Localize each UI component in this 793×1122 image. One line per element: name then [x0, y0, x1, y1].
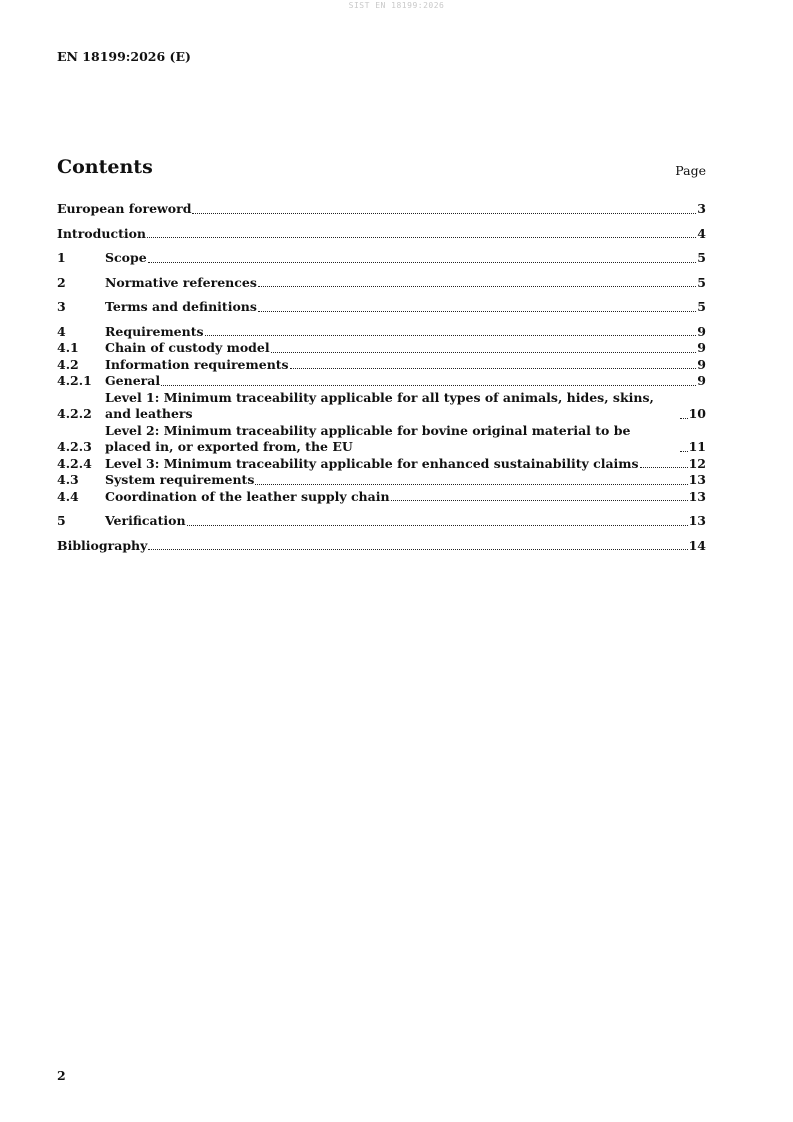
toc-title: Normative references	[105, 274, 257, 290]
page-column-label: Page	[675, 163, 706, 178]
table-of-contents	[57, 201, 706, 554]
toc-number: 4.1	[57, 340, 79, 355]
toc-leader	[205, 335, 697, 336]
toc-number: 4	[57, 323, 66, 339]
toc-entry-normative-references[interactable]	[57, 275, 706, 292]
toc-page: 12	[688, 455, 706, 471]
toc-page: 11	[688, 439, 706, 454]
toc-page: 14	[688, 537, 706, 553]
watermark: SIST EN 18199:2026	[348, 1, 445, 10]
toc-entry-requirements[interactable]	[57, 324, 706, 341]
toc-number: 4.2.4	[57, 455, 92, 471]
toc-leader	[640, 467, 688, 468]
toc-page: 9	[697, 356, 706, 372]
toc-title: Level 1: Minimum traceability applicable for all types of animals, hides, skins, and leathers	[105, 389, 654, 421]
toc-leader	[161, 385, 696, 386]
toc-entry-coordination[interactable]	[57, 489, 706, 506]
toc-number: 4.2.1	[57, 373, 92, 388]
toc-entry-scope[interactable]	[57, 250, 706, 267]
toc-leader	[147, 237, 696, 238]
toc-leader	[680, 451, 688, 452]
toc-entry-system-requirements[interactable]	[57, 472, 706, 489]
toc-page: 9	[697, 340, 706, 355]
toc-entry-information-requirements[interactable]	[57, 357, 706, 374]
toc-title: Introduction	[57, 225, 147, 241]
toc-page: 3	[697, 201, 706, 216]
toc-number: 3	[57, 299, 66, 314]
document-id: EN 18199:2026 (E)	[57, 49, 191, 64]
toc-page: 5	[697, 299, 706, 314]
toc-leader	[680, 418, 688, 419]
toc-title: Coordination of the leather supply chain	[105, 488, 390, 504]
toc-number: 4.2	[57, 356, 79, 372]
toc-number: 4.3	[57, 472, 79, 487]
toc-number: 2	[57, 274, 66, 290]
toc-page: 13	[688, 513, 706, 528]
toc-page: 4	[697, 225, 706, 241]
toc-number: 1	[57, 250, 66, 265]
toc-leader	[290, 368, 697, 369]
toc-title: Level 3: Minimum traceability applicable for enhanced sustainability claims	[105, 455, 639, 471]
toc-leader	[258, 311, 696, 312]
toc-entry-level-2[interactable]	[57, 423, 706, 456]
toc-entry-chain-of-custody-model[interactable]	[57, 340, 706, 357]
toc-page: 9	[697, 373, 706, 388]
toc-entry-level-1[interactable]	[57, 390, 706, 423]
toc-page: 5	[697, 250, 706, 265]
toc-title: Terms and definitions	[105, 299, 257, 314]
toc-leader	[391, 500, 688, 501]
toc-leader	[258, 286, 696, 287]
toc-title: Scope	[105, 250, 147, 265]
toc-entry-general[interactable]	[57, 373, 706, 390]
toc-leader	[148, 549, 687, 550]
toc-leader	[255, 484, 687, 485]
toc-entry-bibliography[interactable]	[57, 538, 706, 555]
page-number: 2	[57, 1068, 66, 1083]
toc-number: 5	[57, 513, 66, 528]
toc-page: 9	[697, 323, 706, 339]
toc-number: 4.4	[57, 488, 79, 504]
toc-title: Level 2: Minimum traceability applicable for bovine original material to be placed in, or exported from, the EU	[105, 422, 631, 454]
toc-title: Verification	[105, 513, 186, 528]
toc-page: 13	[688, 488, 706, 504]
toc-entry-introduction[interactable]	[57, 226, 706, 243]
toc-leader	[148, 262, 697, 263]
toc-entry-terms-and-definitions[interactable]	[57, 299, 706, 316]
toc-title: Chain of custody model	[105, 340, 270, 355]
toc-page: 5	[697, 274, 706, 290]
toc-title: General	[105, 373, 161, 388]
toc-entry-verification[interactable]	[57, 513, 706, 530]
toc-entry-european-foreword[interactable]	[57, 201, 706, 218]
contents-title: Contents	[57, 156, 153, 178]
toc-title: Bibliography	[57, 537, 148, 553]
toc-number: 4.2.3	[57, 439, 92, 454]
toc-leader	[187, 525, 688, 526]
toc-entry-level-3[interactable]	[57, 456, 706, 473]
toc-title: System requirements	[105, 472, 255, 487]
toc-title: Information requirements	[105, 356, 289, 372]
toc-page: 10	[688, 406, 706, 421]
toc-title: Requirements	[105, 323, 204, 339]
toc-leader	[271, 352, 697, 353]
toc-leader	[192, 213, 696, 214]
toc-title: European foreword	[57, 201, 192, 216]
toc-number: 4.2.2	[57, 406, 92, 421]
toc-page: 13	[688, 472, 706, 487]
